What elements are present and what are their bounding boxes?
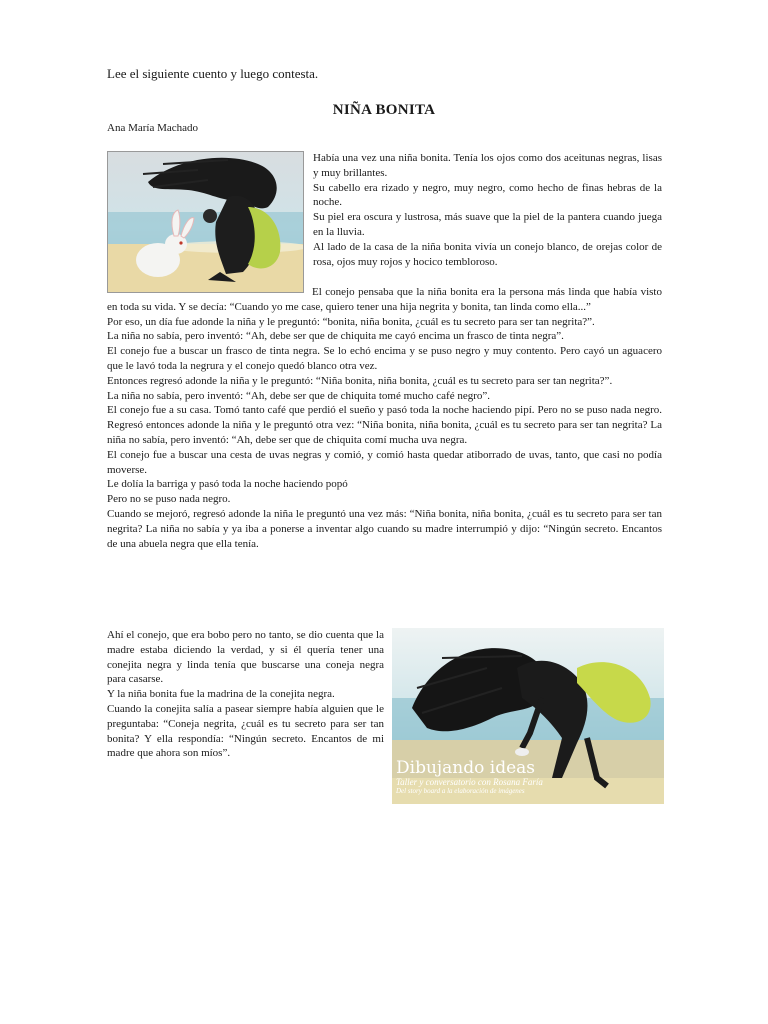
- main-story-text: [107, 285, 662, 551]
- story-author: Ana María Machado: [107, 122, 199, 134]
- paragraph: El conejo fue a buscar una cesta de uvas negras y comió, y comió hasta quedar atiborrado de uvas, tanto, que casi no podía moverse.: [107, 448, 662, 476]
- image-caption: [396, 759, 543, 796]
- paragraph: El conejo pensaba que la niña bonita era la persona más linda que había visto en toda su vida. Y se decía: “Cuando yo me case, quiero tener una hija negrita y bonita, tan linda como ella...”: [107, 286, 662, 313]
- paragraph: Ahí el conejo, que era bobo pero no tanto, se dio cuenta que la madre estaba diciendo la verdad, y si él quería tener una conejita negra y linda tenía que buscarse una coneja negra para casarse.: [107, 629, 384, 686]
- paragraph: El conejo fue a buscar un frasco de tinta negra. Se lo echó encima y se puso negro y muy contento. Pero cayó un aguacero que le lavó toda la negrura y el conejo quedó blanco otra vez.: [107, 345, 662, 372]
- intro-text: [313, 151, 662, 269]
- paragraph: Cuando se mejoró, regresó adonde la niña le preguntó una vez más: “Niña bonita, niña bonita, ¿cuál es tu secreto para ser tan negrita? La niña no sabía y ya iba a ponerse a inventar algo cuando su madre interrumpió y dijo: “Ningún secreto. Encantos de una abuela negra que ella tenía.: [107, 507, 662, 550]
- paragraph: Su cabello era rizado y negro, muy negro, como hecho de finas hebras de la noche.: [313, 181, 662, 209]
- paragraph: Su piel era oscura y lustrosa, más suave que la piel de la pantera cuando juega en la lluvia.: [313, 211, 662, 238]
- paragraph: Al lado de la casa de la niña bonita vivía un conejo blanco, de orejas color de rosa, ojos muy rojos y hocico tembloroso.: [313, 240, 662, 268]
- paragraph: La niña no sabía, pero inventó: “Ah, debe ser que de chiquita tomé mucho café negro”.: [107, 389, 491, 402]
- paragraph: Le dolía la barriga y pasó toda la noche haciendo popó: [107, 478, 348, 491]
- paragraph: Y la niña bonita fue la madrina de la conejita negra.: [107, 688, 335, 701]
- caption-subtitle: Taller y conversatorio con Rosana Faría: [396, 777, 543, 787]
- ending-text: [107, 628, 384, 761]
- paragraph: Cuando la conejita salía a pasear siempre había alguien que le preguntaba: “Coneja negrita, ¿cuál es tu secreto para ser tan bonita? Y ella respondía: “Ningún secreto. Encantos de mi madre que ahora son míos”.: [107, 702, 384, 760]
- paragraph: Entonces regresó adonde la niña y le preguntó: “Niña bonita, niña bonita, ¿cuál es tu secreto para ser tan negrita?”.: [107, 374, 613, 387]
- caption-title: Dibujando ideas: [396, 758, 536, 778]
- paragraph: La niña no sabía, pero inventó: “Ah, debe ser que de chiquita me cayó encima un frasco de tinta negra”.: [107, 330, 564, 343]
- paragraph: El conejo fue a su casa. Tomó tanto café que perdió el sueño y pasó toda la noche haciendo pipí. Pero no se puso nada negro. Regresó entonces adonde la niña y le preguntó otra vez: “Niña bonita, niña bonita, ¿cuál es tu secreto para ser tan negrita? La niña no sabía, pero inventó: “Ah, debe ser que de chiquita comí mucha uva negra.: [107, 404, 662, 446]
- caption-subtitle-2: Del story board a la elaboración de imágenes: [396, 787, 525, 795]
- story-title: NIÑA BONITA: [332, 102, 436, 118]
- instruction: Lee el siguiente cuento y luego contesta.: [107, 66, 319, 81]
- illustration-girl-on-beach: [392, 628, 664, 804]
- paragraph: Por eso, un día fue adonde la niña y le preguntó: “bonita, niña bonita, ¿cuál es tu secreto para ser tan negrita?”.: [107, 315, 595, 328]
- paragraph: Pero no se puso nada negro.: [107, 493, 231, 506]
- illustration-girl-and-rabbit: [107, 151, 304, 293]
- paragraph: Había una vez una niña bonita. Tenía los ojos como dos aceitunas negras, lisas y muy brillantes.: [313, 152, 662, 179]
